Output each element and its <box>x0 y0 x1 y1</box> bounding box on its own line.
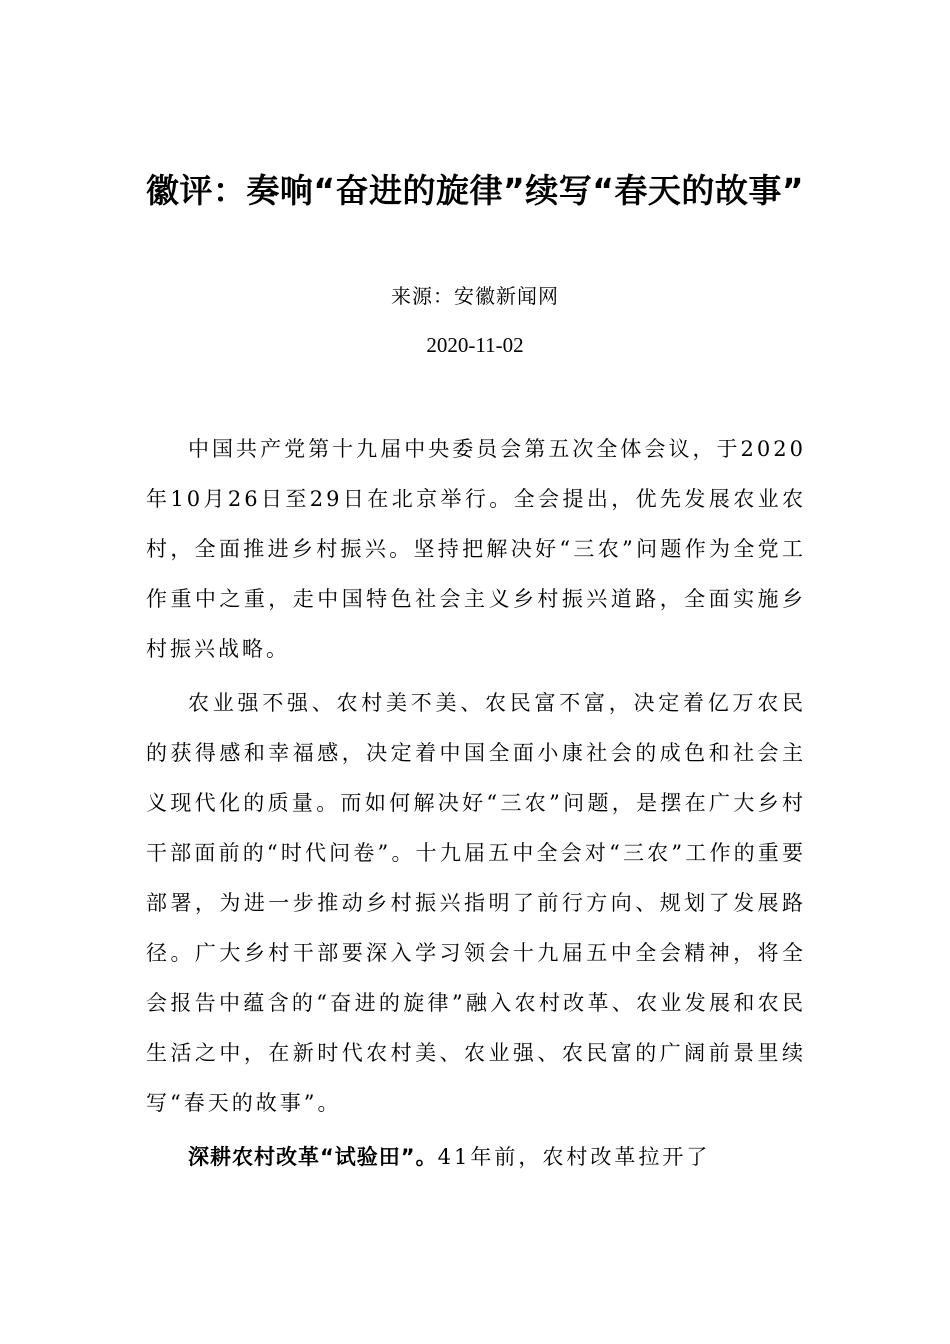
page-title: 徽评：奏响“奋进的旋律”续写“春天的故事” <box>145 171 805 210</box>
paragraph-lead: 深耕农村改革“试验田”。 <box>188 1145 438 1169</box>
paragraph-2 <box>146 678 806 1128</box>
paragraph-1 <box>146 424 806 674</box>
article-body <box>146 424 806 1186</box>
paragraph-3 <box>146 1132 806 1182</box>
paragraph-text: 中国共产党第十九届中央委员会第五次全体会议，于2020年10月26日至29日在北京举行。全会提出，优先发展农业农村，全面推进乡村振兴。坚持把解决好“三农”问题作为全党工作重中之重，走中国特色社会主义乡村振兴道路，全面实施乡村振兴战略。 <box>146 437 806 661</box>
publish-date: 2020-11-02 <box>426 333 524 357</box>
paragraph-text: 41年前，农村改革拉开了 <box>437 1145 711 1169</box>
source-line: 来源：安徽新闻网 <box>391 284 559 308</box>
paragraph-text: 农业强不强、农村美不美、农民富不富，决定着亿万农民的获得感和幸福感，决定着中国全面小康社会的成色和社会主义现代化的质量。而如何解决好“三农”问题，是摆在广大乡村干部面前的“时代问卷”。十九届五中全会对“三农”工作的重要部署，为进一步推动乡村振兴指明了前行方向、规划了发展路径。广大乡村干部要深入学习领会十九届五中全会精神，将全会报告中蕴含的“奋进的旋律”融入农村改革、农业发展和农民生活之中，在新时代农村美、农业强、农民富的广阔前景里续写“春天的故事”。 <box>146 691 806 1115</box>
